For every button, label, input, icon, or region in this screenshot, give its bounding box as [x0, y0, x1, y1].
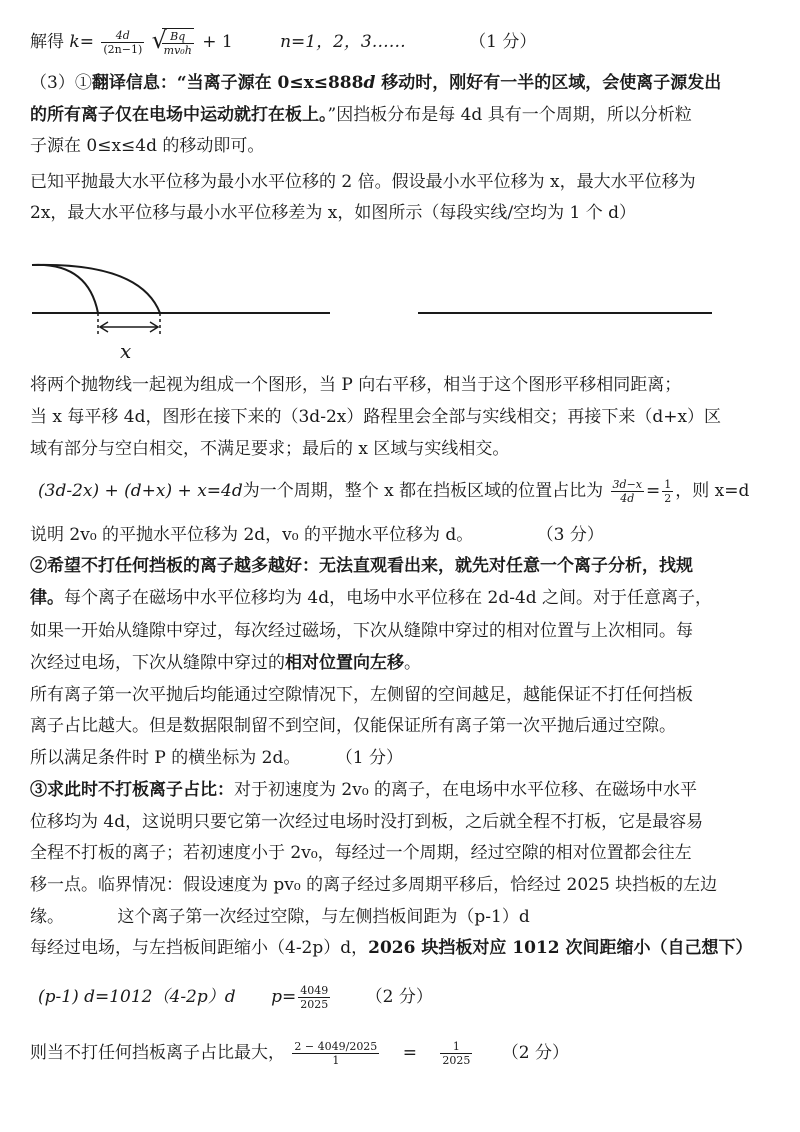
- denominator: 1: [332, 1054, 340, 1067]
- text: 说明 2v₀ 的平抛水平位移为 2d，v₀ 的平抛水平位移为 d。: [30, 525, 474, 545]
- plus-one: + 1: [202, 32, 233, 52]
- para6-line1: [30, 777, 697, 803]
- numerator: 3d−x: [612, 478, 643, 491]
- n-values: n=1，2，3……: [280, 32, 406, 52]
- para5-line6: 离子占比越大。但是数据限制留不到空间，仅能保证所有离子第一次平抛后通过空隙。: [30, 716, 676, 736]
- denominator: 2025: [300, 998, 329, 1011]
- para3-line4: 已知平抛最大水平位移为最小水平位移的 2 倍。假设最小水平位移为 x，最大水平位移为: [30, 172, 696, 192]
- text: ，则 x=d: [675, 481, 750, 501]
- text: 这个离子第一次经过空隙，与左侧挡板间距为（p-1）d: [117, 907, 530, 927]
- figure-x-label: x: [120, 339, 132, 363]
- numerator: 4d: [101, 29, 144, 43]
- score: （2 分）: [501, 1043, 570, 1063]
- bold-text: 翻译信息：“当离子源在 0≤x≤888: [91, 73, 364, 93]
- root-denominator: mv₀h: [163, 44, 192, 57]
- bold-text: 相对位置向左移: [285, 653, 404, 673]
- para5-line5: 所有离子第一次平抛后均能通过空隙情况下，左侧留的空间越足，越能保证不打任何挡板: [30, 685, 693, 705]
- bold-text: 的所有离子仅在电场中运动就打在板上。: [30, 105, 328, 125]
- para5-line3: 如果一开始从缝隙中穿过，每次经过磁场，下次从缝隙中穿过的相对位置与上次相同。每: [30, 621, 693, 641]
- para4-line5: [30, 522, 604, 548]
- para6-line2: 位移均为 4d，这说明只要它第一次经过电场时没打到板，之后就全程不打板，它是最容易: [30, 812, 704, 832]
- fraction-ratio: [611, 478, 644, 505]
- para5-line4: [30, 650, 421, 676]
- para4-line3: 域有部分与空白相交，不满足要求；最后的 x 区域与实线相交。: [30, 439, 510, 459]
- para6-line6: [30, 935, 753, 961]
- score: （1 分）: [335, 748, 403, 768]
- score: （2 分）: [365, 987, 433, 1007]
- text: 则当不打任何挡板离子占比最大，: [30, 1043, 285, 1063]
- text: 。: [404, 653, 421, 673]
- bold-text: 律。: [30, 588, 64, 608]
- para6-line5: [30, 904, 530, 930]
- d-symbol: d: [363, 73, 376, 93]
- denominator: (2n−1): [103, 43, 143, 56]
- bold-text: 移动时，刚好有一半的区域，会使离子源发出: [375, 73, 722, 93]
- para4-line1: 将两个抛物线一起视为组成一个图形，当 P 向右平移，相当于这个图形平移相同距离；: [30, 375, 682, 395]
- score: （3 分）: [536, 525, 604, 545]
- para4-line4: (3d-2x) + (d+x) + x=4d为一个周期，整个 x 都在挡板区域的位置占比为 $\frac{3d-x}{4d}$ = $\frac{1}{2}$ ，则 x=d: [38, 478, 750, 505]
- para6-line7: [38, 984, 433, 1011]
- equation: (p-1) d=1012（4-2p）d: [38, 987, 236, 1007]
- text: 所以满足条件时 P 的横坐标为 2d。: [30, 748, 301, 768]
- text: 对于初速度为 2v₀ 的离子，在电场中水平位移、在磁场中水平: [234, 780, 698, 800]
- text: ”因挡板分布是每 4d 具有一个周期，所以分析粒: [327, 105, 692, 125]
- denominator: 2025: [442, 1054, 471, 1067]
- bold-text: ③求此时不打板离子占比：: [30, 780, 234, 800]
- period-equation: (3d-2x) + (d+x) + x=4d: [38, 481, 243, 501]
- text: 缘。: [30, 907, 64, 927]
- radical-sign: √: [151, 26, 167, 54]
- para4-line2: 当 x 每平移 4d，图形在接下来的（3d-2x）路程里会全部与实线相交；再接下来（d+x）区: [30, 407, 722, 427]
- fraction-result: [440, 1040, 472, 1067]
- numerator: 1: [440, 1040, 472, 1054]
- text: 每个离子在磁场中水平位移均为 4d，电场中水平位移在 2d-4d 之间。对于任意离子，: [64, 588, 713, 608]
- para5-line7: [30, 745, 403, 771]
- denominator: 4d: [620, 492, 635, 505]
- bold-text: 2026 块挡板对应 1012 次间距缩小（自己想下）: [368, 938, 753, 958]
- root-numerator: Bq: [162, 30, 194, 44]
- fraction-p: [298, 984, 330, 1011]
- numerator: 2 − 4049/2025: [294, 1040, 378, 1053]
- text: 每经过电场，与左挡板间距缩小（4-2p）d，: [30, 938, 369, 958]
- text: 解得: [30, 32, 64, 52]
- p-symbol: p=: [271, 987, 297, 1007]
- equals: =: [402, 1043, 417, 1063]
- text: 为一个周期，整个 x 都在挡板区域的位置占比为: [242, 481, 604, 501]
- para3-line3: 子源在 0≤x≤4d 的移动即可。: [30, 136, 265, 156]
- para6-line8: [30, 1040, 569, 1067]
- fraction-complex: [292, 1040, 379, 1067]
- figure-lines: [32, 265, 712, 335]
- para5-line2: [30, 585, 712, 611]
- k-symbol: k=: [69, 32, 94, 52]
- numerator: 4049: [300, 984, 329, 997]
- lead: （3）①: [30, 73, 92, 93]
- numerator: 1: [664, 478, 672, 491]
- para6-line3: 全程不打板的离子；若初速度小于 2v₀，每经过一个周期，经过空隙的相对位置都会往左: [30, 843, 692, 863]
- para5-line1: ②希望不打任何挡板的离子越多越好：无法直观看出来，就先对任意一个离子分析，找规: [30, 556, 693, 576]
- score: （1 分）: [469, 32, 537, 52]
- text: 次经过电场，下次从缝隙中穿过的: [30, 653, 285, 673]
- fraction-half: [662, 478, 673, 505]
- denominator: 2: [664, 492, 672, 505]
- para3-line5: 2x，最大水平位移与最小水平位移差为 x，如图所示（每段实线/空均为 1 个 d）: [30, 203, 637, 223]
- parabola-short: [32, 265, 98, 313]
- para6-line4: 移一点。临界情况：假设速度为 pv₀ 的离子经过多周期平移后，恰经过 2025 块挡板的左边: [30, 875, 718, 895]
